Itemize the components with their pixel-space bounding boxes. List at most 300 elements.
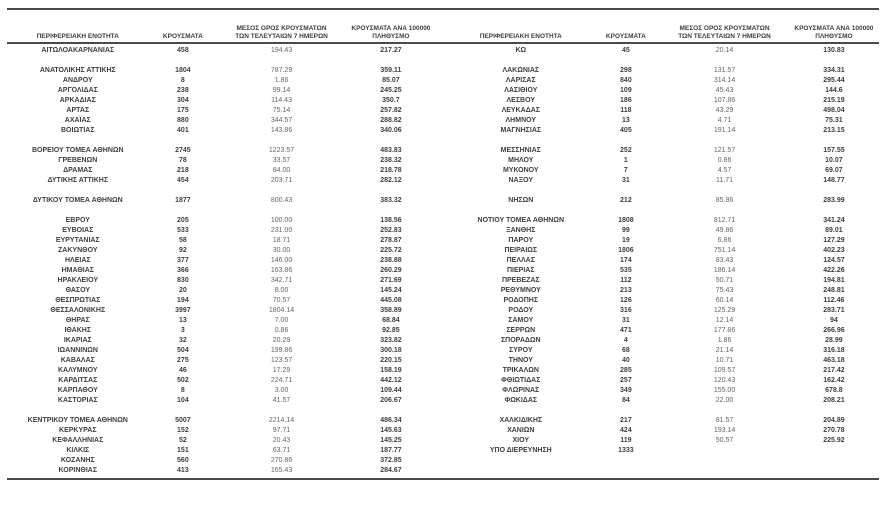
table-row — [450, 376, 879, 386]
col-header-avg7-line1: ΜΕΣΟΣ ΟΡΟΣ ΚΡΟΥΣΜΑΤΩΝ — [236, 25, 327, 32]
region-cell: ΦΛΩΡΙΝΑΣ — [502, 387, 540, 394]
region-cell: ΚΕΦΑΛΛΗΝΙΑΣ — [52, 437, 104, 444]
table-row — [7, 196, 436, 206]
avg-7day-cell: 109.57 — [713, 367, 736, 374]
per-100k-cell: 127.29 — [823, 237, 845, 244]
region-cell: ΛΑΚΩΝΙΑΣ — [502, 67, 540, 74]
avg-7day-cell: 12.14 — [715, 317, 734, 324]
table-row — [7, 466, 436, 476]
per-100k-cell: 94 — [830, 317, 838, 324]
avg-7day-cell: 43.29 — [715, 107, 734, 114]
region-cell: ΒΟΡΕΙΟΥ ΤΟΜΕΑ ΑΘΗΝΩΝ — [31, 147, 124, 154]
cases-cell: 4 — [623, 337, 628, 344]
avg-7day-cell: 50.57 — [715, 437, 734, 444]
cases-cell: 20 — [178, 287, 187, 294]
region-cell: ΧΑΛΚΙΔΙΚΗΣ — [499, 417, 543, 424]
col-header-avg7-line2: ΤΩΝ ΤΕΛΕΥΤΑΙΩΝ 7 ΗΜΕΡΩΝ — [235, 33, 328, 40]
per-100k-cell: 144.6 — [825, 87, 843, 94]
per-100k-cell: 498.04 — [823, 107, 845, 114]
region-cell: ΚΩ — [515, 47, 527, 54]
cases-cell: 175 — [177, 107, 189, 114]
per-100k-cell: 215.19 — [823, 97, 845, 104]
cases-cell: 218 — [177, 167, 189, 174]
col-header-per100k-line2: ΠΛΗΘΥΣΜΟ — [815, 33, 853, 40]
table-row — [7, 276, 436, 286]
spacer-row — [450, 136, 879, 146]
table-row — [450, 426, 879, 436]
cases-cell: 471 — [620, 327, 632, 334]
avg-7day-cell: 231.00 — [270, 227, 293, 234]
table-row — [7, 146, 436, 156]
region-cell: ΡΟΔΟΥ — [508, 307, 534, 314]
cases-cell: 119 — [620, 437, 632, 444]
cases-cell: 275 — [177, 357, 189, 364]
table-row — [450, 76, 879, 86]
cases-cell: 533 — [177, 227, 189, 234]
avg-7day-cell: 20.43 — [272, 437, 291, 444]
per-100k-cell: 284.67 — [380, 467, 402, 474]
table-row — [7, 436, 436, 446]
per-100k-cell: 145.25 — [380, 437, 402, 444]
per-100k-cell: 218.78 — [380, 167, 402, 174]
cases-cell: 78 — [178, 157, 187, 164]
table-row — [450, 126, 879, 136]
region-cell: ΙΘΑΚΗΣ — [64, 327, 92, 334]
avg-7day-cell: 4.57 — [717, 167, 732, 174]
avg-7day-cell: 191.14 — [713, 127, 736, 134]
cases-cell: 1 — [623, 157, 628, 164]
per-100k-cell: 422.26 — [823, 267, 845, 274]
spacer-row — [450, 456, 879, 466]
cases-cell: 377 — [177, 257, 189, 264]
table-row — [450, 316, 879, 326]
cases-cell: 1804 — [175, 67, 191, 74]
avg-7day-cell: 270.86 — [270, 457, 293, 464]
table-row — [7, 46, 436, 56]
per-100k-cell: 278.87 — [380, 237, 402, 244]
cases-cell: 118 — [620, 107, 632, 114]
region-cell: ΚΑΒΑΛΑΣ — [60, 357, 95, 364]
table-row — [450, 396, 879, 406]
region-cell: ΛΑΣΙΘΙΟΥ — [504, 87, 538, 94]
avg-7day-cell: 85.86 — [715, 197, 734, 204]
per-100k-cell: 89.01 — [825, 227, 843, 234]
per-100k-cell: 238.32 — [380, 157, 402, 164]
spacer-row — [450, 406, 879, 416]
per-100k-cell: 359.11 — [380, 67, 402, 74]
table-row — [450, 386, 879, 396]
table-row — [450, 156, 879, 166]
avg-7day-cell: 143.86 — [270, 127, 293, 134]
avg-7day-cell: 70.57 — [272, 297, 291, 304]
table-row — [7, 446, 436, 456]
region-cell: ΣΥΡΟΥ — [509, 347, 533, 354]
region-cell: ΤΡΙΚΑΛΩΝ — [502, 367, 539, 374]
avg-7day-cell: 121.57 — [713, 147, 736, 154]
per-100k-cell: 270.78 — [823, 427, 845, 434]
region-cell: ΛΑΡΙΣΑΣ — [505, 77, 536, 84]
col-header-per100k — [789, 25, 879, 41]
region-cell: ΑΡΤΑΣ — [66, 107, 90, 114]
per-100k-cell: 316.18 — [823, 347, 845, 354]
table-row — [7, 456, 436, 466]
spacer-row — [450, 466, 879, 476]
region-cell: ΡΟΔΟΠΗΣ — [503, 297, 539, 304]
cases-cell: 3 — [180, 327, 185, 334]
avg-7day-cell: 97.71 — [272, 427, 291, 434]
cases-cell: 316 — [620, 307, 632, 314]
per-100k-cell: 445.08 — [380, 297, 402, 304]
region-cell: ΓΡΕΒΕΝΩΝ — [58, 157, 98, 164]
per-100k-cell: 213.15 — [823, 127, 845, 134]
spacer-row — [450, 186, 879, 196]
region-cell: ΚΑΡΠΑΘΟΥ — [57, 387, 98, 394]
table-row — [450, 146, 879, 156]
cases-cell: 32 — [178, 337, 187, 344]
avg-7day-cell: 0.86 — [274, 327, 289, 334]
cases-cell: 58 — [178, 237, 187, 244]
table-header-right — [450, 25, 879, 41]
cases-cell: 405 — [620, 127, 632, 134]
per-100k-cell: 217.27 — [380, 47, 402, 54]
table-row — [450, 106, 879, 116]
region-cell: ΘΗΡΑΣ — [65, 317, 90, 324]
region-cell: ΑΝΔΡΟΥ — [62, 77, 93, 84]
table-row — [7, 336, 436, 346]
cases-cell: 84 — [621, 397, 630, 404]
per-100k-cell: 252.83 — [380, 227, 402, 234]
table-row — [7, 106, 436, 116]
cases-cell: 46 — [178, 367, 187, 374]
per-100k-cell: 282.12 — [380, 177, 402, 184]
region-cell: ΜΗΛΟΥ — [508, 157, 534, 164]
region-cell: ΚΙΛΚΙΣ — [66, 447, 90, 454]
spacer-row — [7, 136, 436, 146]
cases-cell: 349 — [620, 387, 632, 394]
region-cell: ΠΙΕΡΙΑΣ — [507, 267, 535, 274]
avg-7day-cell: 20.29 — [272, 337, 291, 344]
avg-7day-cell: 193.14 — [713, 427, 736, 434]
cases-cell: 1808 — [618, 217, 634, 224]
cases-cell: 3997 — [175, 307, 191, 314]
avg-7day-cell: 20.14 — [715, 47, 734, 54]
per-100k-cell: 148.77 — [823, 177, 845, 184]
per-100k-cell: 288.82 — [380, 117, 402, 124]
region-cell: ΜΥΚΟΝΟΥ — [502, 167, 539, 174]
col-header-per100k-line1: ΚΡΟΥΣΜΑΤΑ ΑΝΑ 100000 — [794, 25, 874, 32]
table-row — [450, 296, 879, 306]
avg-7day-cell: 120.43 — [713, 377, 736, 384]
avg-7day-cell: 33.57 — [272, 157, 291, 164]
col-header-region: ΠΕΡΙΦΕΡΕΙΑΚΗ ΕΝΟΤΗΤΑ — [479, 33, 562, 40]
col-header-cases: ΚΡΟΥΣΜΑΤΑ — [605, 33, 646, 40]
avg-7day-cell: 812.71 — [713, 217, 736, 224]
table-row — [450, 356, 879, 366]
avg-7day-cell: 41.57 — [272, 397, 291, 404]
cases-cell: 205 — [177, 217, 189, 224]
avg-7day-cell: 800.43 — [270, 197, 293, 204]
table-row — [7, 366, 436, 376]
table-row — [450, 236, 879, 246]
table-row — [450, 116, 879, 126]
per-100k-cell: 162.42 — [823, 377, 845, 384]
cases-cell: 830 — [177, 277, 189, 284]
region-cell: ΔΥΤΙΚΟΥ ΤΟΜΕΑ ΑΘΗΝΩΝ — [32, 197, 123, 204]
table-row — [7, 296, 436, 306]
spacer-row — [450, 206, 879, 216]
cases-cell: 238 — [177, 87, 189, 94]
avg-7day-cell: 11.71 — [716, 177, 734, 184]
per-100k-cell: 271.69 — [380, 277, 402, 284]
cases-cell: 257 — [620, 377, 632, 384]
cases-cell: 126 — [620, 297, 632, 304]
avg-7day-cell: 0.86 — [717, 157, 732, 164]
region-cell: ΑΡΓΟΛΙΔΑΣ — [57, 87, 98, 94]
region-cell: ΕΥΒΟΙΑΣ — [62, 227, 94, 234]
region-cell: ΤΗΝΟΥ — [508, 357, 533, 364]
region-cell: ΒΟΙΩΤΙΑΣ — [61, 127, 95, 134]
table-row — [450, 196, 879, 206]
table-row — [450, 416, 879, 426]
col-header-per100k-line2: ΠΛΗΘΥΣΜΟ — [372, 33, 410, 40]
avg-7day-cell: 186.14 — [713, 267, 736, 274]
cases-cell: 152 — [177, 427, 189, 434]
avg-7day-cell: 3.00 — [274, 387, 289, 394]
cases-cell: 52 — [178, 437, 187, 444]
cases-cell: 213 — [620, 287, 632, 294]
per-100k-cell: 187.77 — [380, 447, 402, 454]
region-cell: ΙΩΑΝΝΙΝΩΝ — [57, 347, 98, 354]
per-100k-cell: 208.21 — [823, 397, 845, 404]
region-cell: ΞΑΝΘΗΣ — [506, 227, 536, 234]
cases-cell: 13 — [621, 117, 630, 124]
region-cell: ΑΧΑΪΑΣ — [64, 117, 91, 124]
per-100k-cell: 383.32 — [380, 197, 402, 204]
avg-7day-cell: 344.57 — [270, 117, 293, 124]
region-cell: ΠΑΡΟΥ — [508, 237, 534, 244]
per-100k-cell: 206.67 — [380, 397, 402, 404]
region-cell: ΣΕΡΡΩΝ — [506, 327, 536, 334]
cases-cell: 1333 — [618, 447, 634, 454]
per-100k-cell: 109.44 — [380, 387, 402, 394]
col-header-region: ΠΕΡΙΦΕΡΕΙΑΚΗ ΕΝΟΤΗΤΑ — [36, 33, 119, 40]
region-cell: ΙΚΑΡΙΑΣ — [63, 337, 92, 344]
region-cell: ΚΕΝΤΡΙΚΟΥ ΤΟΜΕΑ ΑΘΗΝΩΝ — [27, 417, 128, 424]
table-row — [7, 286, 436, 296]
per-100k-cell: 157.55 — [823, 147, 845, 154]
region-cell: ΥΠΟ ΔΙΕΡΕΥΝΗΣΗ — [489, 447, 552, 454]
avg-7day-cell: 81.57 — [715, 417, 734, 424]
per-100k-cell: 283.71 — [823, 307, 845, 314]
cases-cell: 1877 — [175, 197, 191, 204]
avg-7day-cell: 125.29 — [713, 307, 736, 314]
cases-cell: 92 — [178, 247, 187, 254]
table-row — [7, 306, 436, 316]
avg-7day-cell: 1804.14 — [268, 307, 295, 314]
avg-7day-cell: 100.00 — [270, 217, 293, 224]
table-row — [7, 396, 436, 406]
avg-7day-cell: 194.43 — [270, 47, 293, 54]
cases-cell: 502 — [177, 377, 189, 384]
cases-cell: 13 — [178, 317, 187, 324]
table-row — [450, 216, 879, 226]
per-100k-cell: 463.18 — [823, 357, 845, 364]
avg-7day-cell: 224.71 — [270, 377, 293, 384]
region-cell: ΑΡΚΑΔΙΑΣ — [59, 97, 96, 104]
per-100k-cell: 350.7 — [382, 97, 400, 104]
spacer-row — [450, 56, 879, 66]
region-cell: ΘΕΣΠΡΩΤΙΑΣ — [55, 297, 101, 304]
region-cell: ΝΟΤΙΟΥ ΤΟΜΕΑ ΑΘΗΝΩΝ — [477, 217, 565, 224]
cases-cell: 109 — [620, 87, 632, 94]
table-body-right — [450, 46, 879, 476]
cases-cell: 454 — [177, 177, 189, 184]
per-100k-cell: 334.31 — [823, 67, 845, 74]
avg-7day-cell: 751.14 — [713, 247, 736, 254]
cases-cell: 8 — [180, 387, 185, 394]
cases-cell: 424 — [620, 427, 632, 434]
region-cell: ΑΙΤΩΛΟΑΚΑΡΝΑΝΙΑΣ — [41, 47, 115, 54]
region-cell: ΗΛΕΙΑΣ — [64, 257, 91, 264]
table-row — [7, 326, 436, 336]
avg-7day-cell: 10.71 — [715, 357, 734, 364]
avg-7day-cell: 83.43 — [715, 257, 734, 264]
table-row — [450, 276, 879, 286]
table-row — [7, 226, 436, 236]
per-100k-cell: 112.46 — [823, 297, 845, 304]
avg-7day-cell: 342.71 — [270, 277, 293, 284]
cases-cell: 304 — [177, 97, 189, 104]
table-row — [7, 346, 436, 356]
avg-7day-cell: 75.43 — [715, 287, 734, 294]
col-header-avg7 — [660, 25, 789, 41]
region-cell: ΕΒΡΟΥ — [65, 217, 90, 224]
region-cell: ΠΕΛΛΑΣ — [506, 257, 535, 264]
table-row — [450, 326, 879, 336]
region-cell: ΗΡΑΚΛΕΙΟΥ — [57, 277, 99, 284]
table-row — [7, 376, 436, 386]
region-cell: ΜΑΓΝΗΣΙΑΣ — [500, 127, 542, 134]
region-cell: ΜΕΣΣΗΝΙΑΣ — [500, 147, 541, 154]
cases-cell: 7 — [623, 167, 628, 174]
per-100k-cell: 257.82 — [380, 107, 402, 114]
per-100k-cell: 220.15 — [380, 357, 402, 364]
region-cell: ΚΕΡΚΥΡΑΣ — [59, 427, 97, 434]
table-row — [7, 316, 436, 326]
per-100k-cell: 300.18 — [380, 347, 402, 354]
avg-7day-cell: 60.14 — [715, 297, 734, 304]
table-row — [7, 236, 436, 246]
per-100k-cell: 158.19 — [380, 367, 402, 374]
table-row — [7, 66, 436, 76]
per-100k-cell: 10.07 — [825, 157, 843, 164]
table-row — [450, 46, 879, 56]
per-100k-cell: 68.84 — [382, 317, 400, 324]
per-100k-cell: 28.99 — [825, 337, 843, 344]
per-100k-cell: 92.85 — [382, 327, 400, 334]
cases-cell: 535 — [620, 267, 632, 274]
cases-cell: 174 — [620, 257, 632, 264]
per-100k-cell: 283.99 — [823, 197, 845, 204]
cases-cell: 366 — [177, 267, 189, 274]
cases-cell: 285 — [620, 367, 632, 374]
per-100k-cell: 75.31 — [825, 117, 843, 124]
region-cell: ΛΕΥΚΑΔΑΣ — [501, 107, 540, 114]
cases-cell: 194 — [177, 297, 189, 304]
table-row — [450, 266, 879, 276]
cases-cell: 31 — [621, 317, 630, 324]
table-row — [7, 216, 436, 226]
table-body-left — [7, 46, 436, 476]
region-cell: ΣΑΜΟΥ — [508, 317, 534, 324]
table-row — [7, 176, 436, 186]
cases-cell: 560 — [177, 457, 189, 464]
avg-7day-cell: 4.71 — [717, 117, 732, 124]
spacer-row — [7, 186, 436, 196]
spacer-row — [7, 406, 436, 416]
table-row — [450, 176, 879, 186]
region-cell: ΖΑΚΥΝΘΟΥ — [58, 247, 98, 254]
per-100k-cell: 69.07 — [825, 167, 843, 174]
avg-7day-cell: 30.00 — [272, 247, 291, 254]
per-100k-cell: 145.63 — [380, 427, 402, 434]
avg-7day-cell: 21.14 — [715, 347, 734, 354]
per-100k-cell: 341.24 — [823, 217, 845, 224]
avg-7day-cell: 114.43 — [271, 97, 292, 104]
per-100k-cell: 372.85 — [380, 457, 402, 464]
region-cell: ΕΥΡΥΤΑΝΙΑΣ — [55, 237, 100, 244]
table-row — [7, 416, 436, 426]
table-row — [7, 166, 436, 176]
per-100k-cell: 266.96 — [823, 327, 845, 334]
cases-cell: 104 — [177, 397, 189, 404]
region-cell: ΘΑΣΟΥ — [65, 287, 90, 294]
table-row — [450, 306, 879, 316]
table-row — [450, 226, 879, 236]
table-row — [450, 346, 879, 356]
per-100k-cell: 194.81 — [823, 277, 845, 284]
avg-7day-cell: 17.29 — [272, 367, 291, 374]
avg-7day-cell: 163.86 — [270, 267, 293, 274]
avg-7day-cell: 199.86 — [270, 347, 293, 354]
table-row — [450, 336, 879, 346]
col-header-per100k — [346, 25, 436, 41]
col-header-avg7-line2: ΤΩΝ ΤΕΛΕΥΤΑΙΩΝ 7 ΗΜΕΡΩΝ — [678, 33, 771, 40]
table-body-row — [7, 44, 879, 480]
avg-7day-cell: 146.00 — [270, 257, 293, 264]
avg-7day-cell: 7.00 — [274, 317, 289, 324]
region-cell: ΧΑΝΙΩΝ — [507, 427, 535, 434]
table-row — [7, 356, 436, 366]
region-cell: ΛΗΜΝΟΥ — [505, 117, 537, 124]
table-header-left — [7, 25, 436, 41]
avg-7day-cell: 1223.57 — [268, 147, 295, 154]
table-row — [7, 266, 436, 276]
table-row — [450, 96, 879, 106]
avg-7day-cell: 22.00 — [715, 397, 734, 404]
per-100k-cell: 245.25 — [380, 87, 402, 94]
region-cell: ΝΑΞΟΥ — [508, 177, 534, 184]
avg-7day-cell: 50.71 — [715, 277, 734, 284]
region-cell: ΚΟΡΙΝΘΙΑΣ — [58, 467, 98, 474]
table-row — [450, 286, 879, 296]
cases-cell: 151 — [177, 447, 189, 454]
region-cell: ΠΡΕΒΕΖΑΣ — [501, 277, 540, 284]
cases-cell: 5007 — [175, 417, 191, 424]
table-row — [7, 126, 436, 136]
cases-cell: 186 — [620, 97, 632, 104]
table-row — [7, 156, 436, 166]
